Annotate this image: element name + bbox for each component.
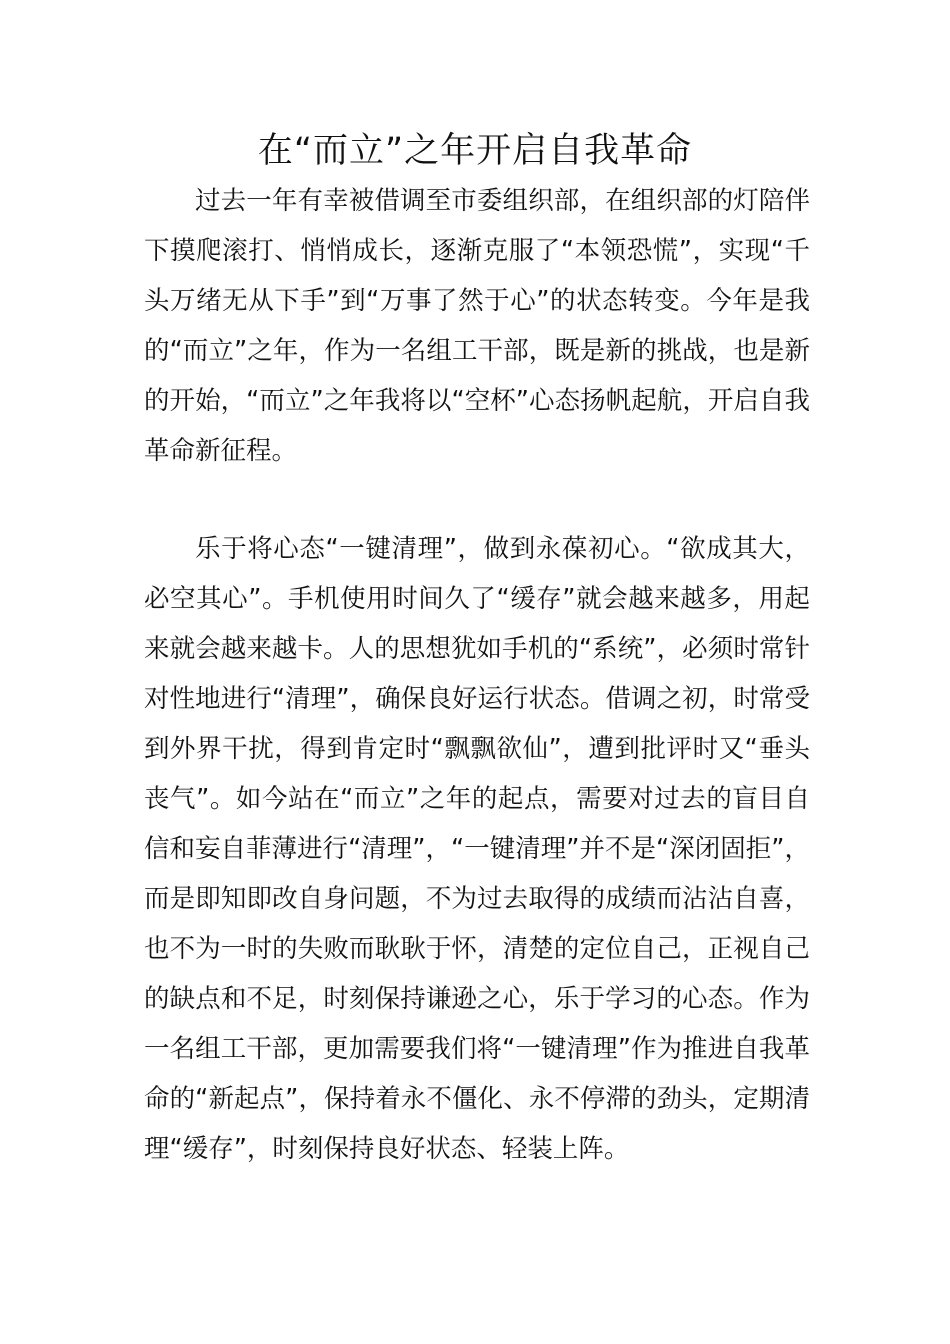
paragraph-2: 乐于将心态“一键清理”，做到永葆初心。“欲成其大，必空其心”。手机使用时间久了“缓存”就会越来越多，用起来就会越来越卡。人的思想犹如手机的“系统”，必须时常针对性地进行“清理”，确保良好运行状态。借调之初，时常受到外界干扰，得到肯定时“飘飘欲仙”，遭到批评时又“垂头丧气”。如今站在“而立”之年的起点，需要对过去的盲目自信和妄自菲薄进行“清理”，“一键清理”并不是“深闭固拒”，而是即知即改自身问题，不为过去取得的成绩而沾沾自喜，也不为一时的失败而耿耿于怀，清楚的定位自己，正视自己的缺点和不足，时刻保持谦逊之心，乐于学习的心态。作为一名组工干部，更加需要我们将“一键清理”作为推进自我革命的“新起点”，保持着永不僵化、永不停滞的劲头，定期清理“缓存”，时刻保持良好状态、轻装上阵。: [144, 534, 810, 1164]
document-title: 在“而立”之年开启自我革命: [257, 131, 693, 171]
paragraph-1: 过去一年有幸被借调至市委组织部，在组织部的灯陪伴下摸爬滚打、悄悄成长，逐渐克服了“本领恐慌”，实现“千头万绪无从下手”到“万事了然于心”的状态转变。今年是我的“而立”之年，作为一名组工干部，既是新的挑战，也是新的开始，“而立”之年我将以“空杯”心态扬帆起航，开启自我革命新征程。: [144, 186, 810, 466]
